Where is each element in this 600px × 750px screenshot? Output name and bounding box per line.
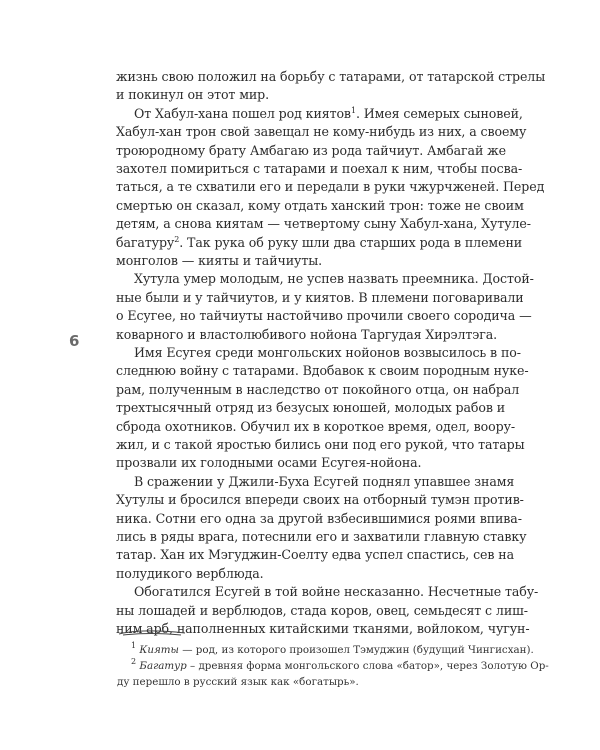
text-line [116, 178, 545, 196]
text-line [116, 215, 531, 233]
text-line-tail: . Так рука об руку шли два старших рода в племени [179, 234, 523, 250]
text-line-content: Хутулы и бросился впереди своих на отборный тумэн против- [116, 492, 524, 508]
text-line [116, 454, 486, 472]
text-line-content: От Хабул-хана пошел род киятов [134, 105, 351, 121]
text-line [116, 160, 523, 178]
footnote-divider-stroke [119, 631, 185, 635]
footnote-text: — род, из которого произошел Тэмуджин (будущий Чингисхан). [178, 644, 534, 656]
footnote-cont [117, 675, 487, 690]
text-line-content: В сражении у Джили-Буха Есугей поднял упавшее знамя [134, 473, 515, 489]
text-line-content: Хутула умер молодым, не успев назвать преемника. Достой- [134, 271, 534, 287]
text-line [116, 123, 527, 141]
page-number: 6 [69, 332, 80, 350]
text-line [116, 528, 527, 546]
text-line-content: рам, полученным в наследство от покойного отца, он набрал [116, 381, 520, 397]
text-line-content: татар. Хан их Мэгуджин-Соелту едва успел спастись, сев на [116, 547, 514, 563]
footnote-mark: 1 [131, 641, 137, 650]
text-line [134, 583, 539, 601]
text-line-content: прозвали их голодными осами Есугея-нойона. [116, 455, 422, 471]
text-line [116, 289, 524, 307]
text-line [116, 510, 522, 528]
footnote-term: Багатур [139, 660, 187, 672]
text-line-content: монголов — кияты и тайчиуты. [116, 253, 323, 268]
text-line-content: сброда охотников. Обучил их в короткое время, одел, воору- [116, 418, 516, 434]
footnote-ref-2[interactable]: 2 [174, 234, 180, 244]
text-line-content: троюродному брату Амбагаю из рода тайчиут. Амбагай же [116, 142, 507, 158]
text-line-content: ные были и у тайчиутов, и у киятов. В племени поговаривали [116, 289, 524, 305]
text-line [116, 68, 546, 86]
text-line-content: Имя Есугея среди монгольских нойонов возвысилось в по- [134, 345, 521, 360]
text-line-content: следнюю войну с татарами. Вдобавок к своим породным нуке- [116, 363, 529, 379]
text-line-content: Хабул-хан трон свой завещал не кому-нибудь из них, а своему [116, 124, 527, 140]
text-line [116, 602, 528, 620]
text-line [116, 142, 507, 160]
text-line [116, 307, 532, 325]
text-line [116, 326, 498, 344]
text-line-content: трехтысячный отряд из безусых юношей, молодых рабов и [116, 400, 506, 416]
text-line-content: детям, а снова киятам — четвертому сыну Хабул-хана, Хутуле- [116, 216, 531, 232]
text-line [116, 546, 514, 564]
text-line-content: ны лошадей и верблюдов, стада коров, овец, семьдесят с лиш- [116, 602, 528, 618]
text-line [116, 418, 516, 436]
text-line-content: таться, а те схватили его и передали в руки чжурчженей. Перед [116, 179, 545, 195]
text-line [116, 399, 506, 417]
footnote-mark: 2 [131, 657, 137, 666]
text-line [116, 86, 486, 104]
text-line-content: ним арб, наполненных китайскими тканями, войлоком, чугун- [116, 621, 530, 636]
text-line [134, 270, 534, 288]
text-line [116, 491, 524, 509]
text-line [116, 252, 486, 270]
text-line [116, 565, 486, 583]
text-line [116, 381, 520, 399]
text-line-content: ника. Сотни его одна за другой взбесившимися роями впива- [116, 510, 522, 526]
text-line [134, 344, 521, 362]
text-line [116, 234, 523, 252]
footnote-term: Кияты [139, 644, 179, 656]
text-line-content: жизнь свою положил на борьбу с татарами, от татарской стрелы [116, 69, 546, 84]
text-line-content: о Есугее, но тайчиуты настойчиво прочили своего сородича — [116, 308, 532, 324]
footnote-text: ду перешло в русский язык как «богатырь». [117, 676, 359, 688]
text-line-content: багатуру [116, 234, 175, 250]
text-line-content: лись в ряды врага, потеснили его и захватили главную ставку [116, 529, 527, 544]
text-line-content: Обогатился Есугей в той войне несказанно. Несчетные табу- [134, 584, 539, 600]
footnote-ref-1[interactable]: 1 [350, 105, 356, 115]
text-line-content: полудикого верблюда. [116, 565, 264, 581]
footnote-2 [131, 657, 549, 674]
text-line-content: жил, и с такой яростью бились они под его рукой, что татары [116, 437, 525, 452]
footnote-1 [131, 641, 534, 658]
text-line [134, 105, 523, 123]
text-line-content: смертью он сказал, кому отдать ханский трон: тоже не своим [116, 197, 524, 213]
footnote-divider [117, 628, 187, 638]
text-line [116, 197, 524, 215]
text-line [116, 362, 529, 380]
text-line-content: и покинул он этот мир. [116, 87, 270, 103]
text-line [134, 473, 515, 491]
text-line-content: захотел помириться с татарами и поехал к ним, чтобы посва- [116, 161, 523, 176]
text-line-tail: . Имея семерых сыновей, [355, 105, 523, 121]
text-line-content: коварного и властолюбивого нойона Таргудая Хирэлтэга. [116, 326, 498, 342]
footnote-text: – древняя форма монгольского слова «батор», через Золотую Ор- [186, 660, 549, 672]
text-line [116, 436, 525, 454]
